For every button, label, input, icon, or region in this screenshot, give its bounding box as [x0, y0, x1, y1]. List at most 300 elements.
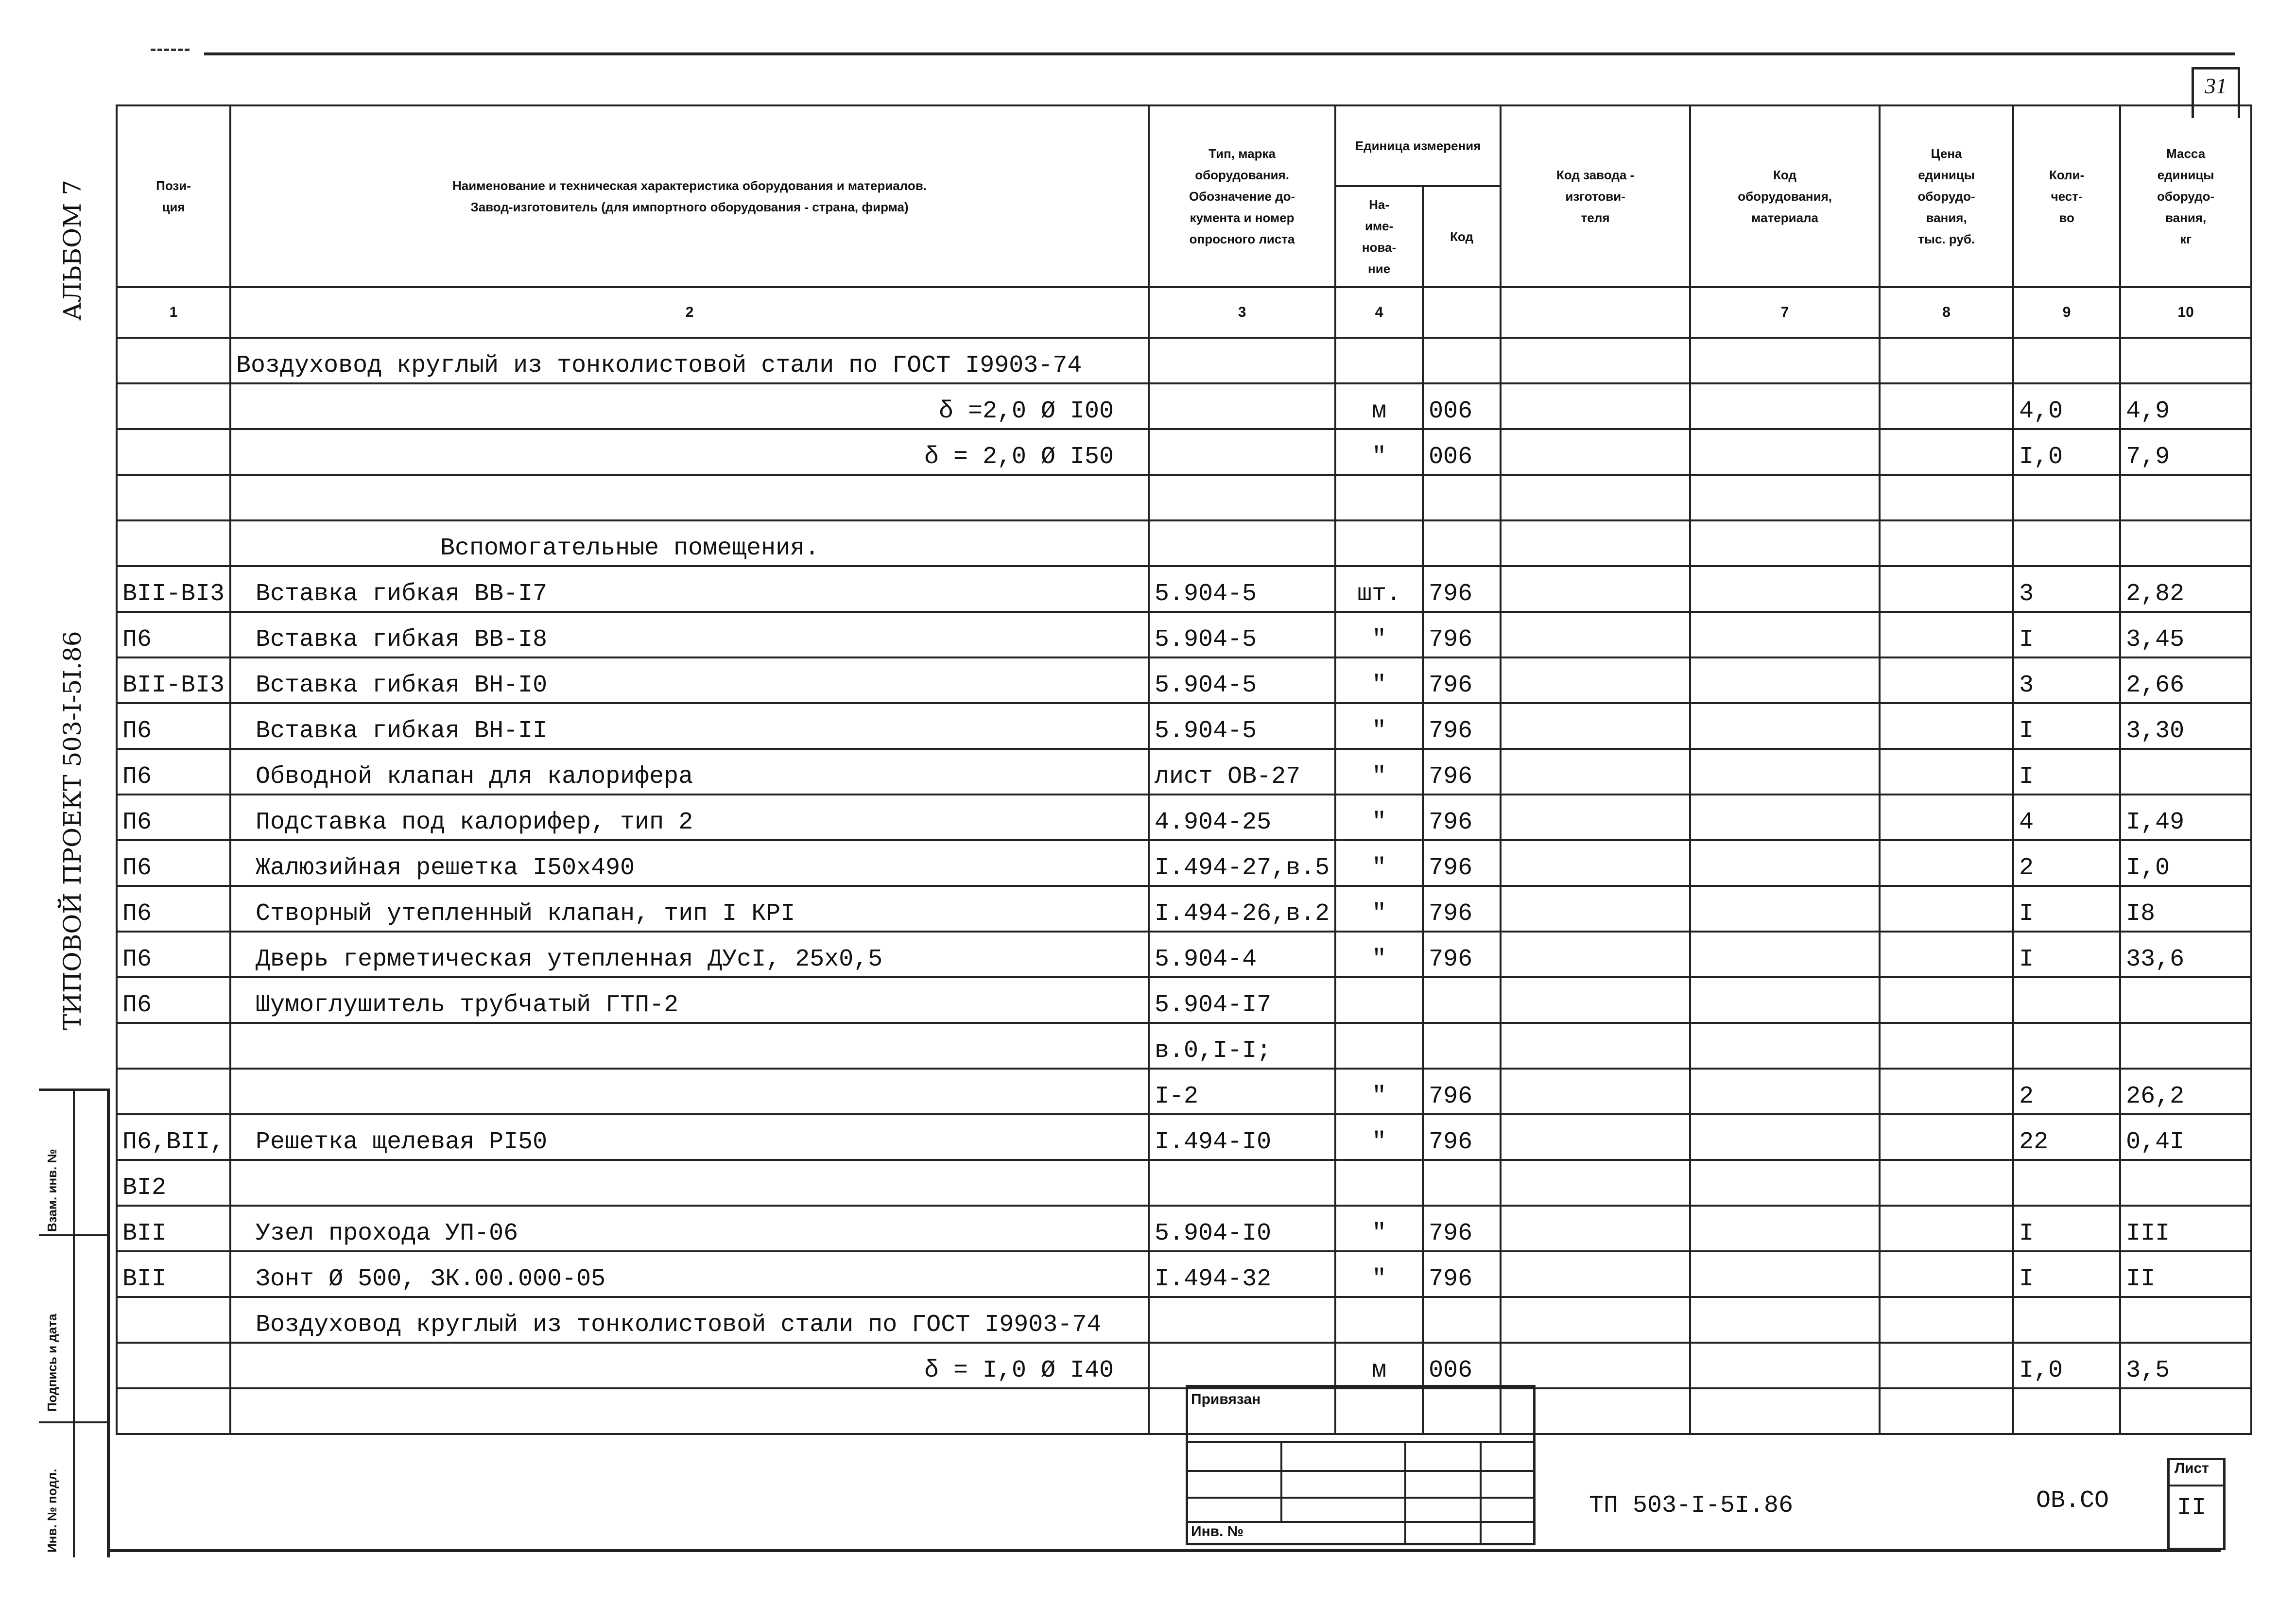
unit-code-cell: 796	[1423, 612, 1501, 657]
name-cell	[230, 429, 1149, 475]
name-cell	[230, 383, 1149, 429]
price-cell	[1880, 383, 2013, 429]
stamp-label-inventory: Инв. № подл.	[45, 1469, 59, 1553]
inventory-label: Инв. №	[1191, 1523, 1244, 1539]
position-cell: BII-BI3	[117, 657, 230, 703]
plant-code-cell	[1501, 566, 1690, 612]
unit-code-cell	[1423, 1023, 1501, 1069]
quantity-cell	[2013, 475, 2120, 520]
position-cell: П6,BII,	[117, 1114, 230, 1160]
plant-code-cell	[1501, 1069, 1690, 1114]
quantity-cell: I	[2013, 932, 2120, 977]
column-number: 2	[230, 287, 1149, 338]
header-plant-code: Код завода - изготови- теля	[1501, 105, 1690, 287]
unit-cell	[1335, 338, 1423, 383]
table-row	[117, 932, 2251, 977]
unit-code-cell: 006	[1423, 429, 1501, 475]
equipment-code-cell	[1690, 932, 1880, 977]
quantity-cell	[2013, 338, 2120, 383]
column-number	[1423, 287, 1501, 338]
name-cell	[230, 475, 1149, 520]
name-cell	[230, 749, 1149, 795]
mass-cell	[2120, 1023, 2251, 1069]
type-cell: 5.904-I0	[1149, 1206, 1335, 1251]
price-cell	[1880, 657, 2013, 703]
type-cell: I.494-26,в.2	[1149, 886, 1335, 932]
name-cell	[230, 657, 1149, 703]
type-cell: лист ОВ-27	[1149, 749, 1335, 795]
mass-cell	[2120, 338, 2251, 383]
name-cell	[230, 1297, 1149, 1343]
position-cell	[117, 1023, 230, 1069]
price-cell	[1880, 429, 2013, 475]
position-cell	[117, 1069, 230, 1114]
type-cell	[1149, 520, 1335, 566]
type-cell	[1149, 475, 1335, 520]
name-cell	[230, 1388, 1149, 1434]
unit-cell: шт.	[1335, 566, 1423, 612]
column-number: 3	[1149, 287, 1335, 338]
name-text: Воздуховод круглый из тонколистовой стали по ГОСТ I9903-74	[236, 352, 1082, 380]
equipment-code-cell	[1690, 886, 1880, 932]
equipment-code-cell	[1690, 383, 1880, 429]
side-stamp	[39, 1089, 110, 1557]
name-cell	[230, 977, 1149, 1023]
name-cell	[230, 338, 1149, 383]
plant-code-cell	[1501, 520, 1690, 566]
type-cell: I.494-27,в.5	[1149, 840, 1335, 886]
position-cell: П6	[117, 703, 230, 749]
price-cell	[1880, 1297, 2013, 1343]
name-text: Зонт Ø 500, ЗК.00.000-05	[256, 1265, 606, 1293]
quantity-cell: I	[2013, 703, 2120, 749]
unit-cell: "	[1335, 1069, 1423, 1114]
type-cell	[1149, 1160, 1335, 1206]
mass-cell: 3,5	[2120, 1343, 2251, 1388]
price-cell	[1880, 566, 2013, 612]
column-number-row	[117, 287, 2251, 338]
price-cell	[1880, 1160, 2013, 1206]
table-row	[117, 1114, 2251, 1160]
equipment-code-cell	[1690, 520, 1880, 566]
stamp-cell-line	[39, 1234, 107, 1236]
type-cell: 5.904-I7	[1149, 977, 1335, 1023]
bound-label: Привязан	[1191, 1391, 1261, 1407]
price-cell	[1880, 1388, 2013, 1434]
name-text: Вспомогательные помещения.	[440, 535, 820, 562]
table-row	[117, 1023, 2251, 1069]
mass-cell: 3,45	[2120, 612, 2251, 657]
position-cell	[117, 520, 230, 566]
column-number: 10	[2120, 287, 2251, 338]
plant-code-cell	[1501, 1160, 1690, 1206]
table-row	[117, 703, 2251, 749]
column-number: 8	[1880, 287, 2013, 338]
name-cell	[230, 566, 1149, 612]
position-cell: П6	[117, 612, 230, 657]
unit-cell	[1335, 1297, 1423, 1343]
unit-cell: "	[1335, 749, 1423, 795]
name-cell	[230, 840, 1149, 886]
quantity-cell	[2013, 1297, 2120, 1343]
plant-code-cell	[1501, 1114, 1690, 1160]
stamp-cell-line	[39, 1421, 107, 1423]
unit-cell: "	[1335, 703, 1423, 749]
name-text: δ = I,0 Ø I40	[924, 1357, 1114, 1384]
unit-code-cell: 796	[1423, 1114, 1501, 1160]
price-cell	[1880, 520, 2013, 566]
mass-cell	[2120, 749, 2251, 795]
type-cell: в.0,I-I;	[1149, 1023, 1335, 1069]
unit-code-cell: 796	[1423, 886, 1501, 932]
unit-code-cell	[1423, 977, 1501, 1023]
header-unit-code: Код	[1423, 186, 1501, 287]
equipment-code-cell	[1690, 429, 1880, 475]
position-cell: П6	[117, 932, 230, 977]
plant-code-cell	[1501, 977, 1690, 1023]
table-body	[117, 338, 2251, 1434]
price-cell	[1880, 1023, 2013, 1069]
equipment-code-cell	[1690, 1297, 1880, 1343]
price-cell	[1880, 612, 2013, 657]
name-text: Шумоглушитель трубчатый ГТП-2	[256, 991, 679, 1019]
name-cell	[230, 932, 1149, 977]
mass-cell	[2120, 520, 2251, 566]
name-text: Решетка щелевая РI50	[256, 1128, 548, 1156]
top-border-line	[204, 52, 2235, 55]
price-cell	[1880, 840, 2013, 886]
plant-code-cell	[1501, 429, 1690, 475]
table-row	[117, 612, 2251, 657]
type-cell: I.494-I0	[1149, 1114, 1335, 1160]
name-text: Вставка гибкая ВВ-I8	[256, 626, 548, 654]
plant-code-cell	[1501, 338, 1690, 383]
title-block-divider	[1280, 1441, 1282, 1521]
table-row	[117, 566, 2251, 612]
position-cell	[117, 383, 230, 429]
name-cell	[230, 886, 1149, 932]
price-cell	[1880, 886, 2013, 932]
mass-cell: 4,9	[2120, 383, 2251, 429]
unit-cell: "	[1335, 429, 1423, 475]
quantity-cell	[2013, 1388, 2120, 1434]
plant-code-cell	[1501, 1251, 1690, 1297]
price-cell	[1880, 475, 2013, 520]
name-text: δ =2,0 Ø I00	[938, 397, 1114, 425]
name-cell	[230, 1251, 1149, 1297]
unit-cell: "	[1335, 932, 1423, 977]
sheet-value: II	[2177, 1494, 2207, 1522]
plant-code-cell	[1501, 383, 1690, 429]
unit-code-cell: 006	[1423, 383, 1501, 429]
name-text: Вставка гибкая ВН-II	[256, 717, 548, 745]
quantity-cell: I	[2013, 749, 2120, 795]
project-code: ТП 503-I-5I.86	[1589, 1492, 1794, 1520]
price-cell	[1880, 1114, 2013, 1160]
position-cell: П6	[117, 749, 230, 795]
mass-cell	[2120, 1160, 2251, 1206]
mass-cell: 33,6	[2120, 932, 2251, 977]
plant-code-cell	[1501, 475, 1690, 520]
price-cell	[1880, 1251, 2013, 1297]
price-cell	[1880, 1206, 2013, 1251]
type-cell	[1149, 338, 1335, 383]
equipment-code-cell	[1690, 657, 1880, 703]
name-cell	[230, 1343, 1149, 1388]
table-row	[117, 475, 2251, 520]
bottom-border-line	[107, 1549, 2221, 1552]
column-number: 7	[1690, 287, 1880, 338]
unit-code-cell: 006	[1423, 1343, 1501, 1388]
plant-code-cell	[1501, 1343, 1690, 1388]
name-text: Створный утепленный клапан, тип I КРI	[256, 900, 795, 928]
name-text: Дверь герметическая утепленная ДУсI, 25x0,5	[256, 946, 883, 973]
header-mass: Масса единицы оборудо- вания, кг	[2120, 105, 2251, 287]
unit-code-cell: 796	[1423, 657, 1501, 703]
header-position: Пози- ция	[117, 105, 230, 287]
header-unit: Единица измерения	[1335, 105, 1501, 186]
equipment-code-cell	[1690, 338, 1880, 383]
equipment-code-cell	[1690, 475, 1880, 520]
unit-code-cell	[1423, 1160, 1501, 1206]
table-row	[117, 977, 2251, 1023]
sheet-label: Лист	[2175, 1460, 2209, 1476]
mass-cell	[2120, 977, 2251, 1023]
plant-code-cell	[1501, 840, 1690, 886]
title-block-stamp	[1186, 1385, 1536, 1545]
table-row	[117, 749, 2251, 795]
plant-code-cell	[1501, 1297, 1690, 1343]
name-text: Подставка под калорифер, тип 2	[256, 809, 693, 836]
stamp-label-signature: Подпись и дата	[45, 1313, 59, 1412]
position-cell	[117, 1343, 230, 1388]
mass-cell	[2120, 1388, 2251, 1434]
mass-cell: I,49	[2120, 795, 2251, 840]
type-cell: 5.904-5	[1149, 612, 1335, 657]
type-cell: 5.904-5	[1149, 703, 1335, 749]
quantity-cell: I	[2013, 1251, 2120, 1297]
price-cell	[1880, 703, 2013, 749]
unit-code-cell: 796	[1423, 1251, 1501, 1297]
name-cell	[230, 612, 1149, 657]
name-cell	[230, 1114, 1149, 1160]
quantity-cell	[2013, 1023, 2120, 1069]
position-cell: BII	[117, 1251, 230, 1297]
unit-cell: "	[1335, 886, 1423, 932]
name-text: Вставка гибкая ВВ-I7	[256, 580, 548, 608]
position-cell	[117, 1297, 230, 1343]
unit-cell: "	[1335, 1206, 1423, 1251]
unit-cell: "	[1335, 1114, 1423, 1160]
equipment-code-cell	[1690, 1251, 1880, 1297]
specification-table	[116, 104, 2252, 1435]
header-name: Наименование и техническая характеристика оборудования и материалов. Завод-изготовитель (для импортного оборудования - страна, фирма)	[230, 105, 1149, 287]
quantity-cell: 3	[2013, 657, 2120, 703]
plant-code-cell	[1501, 612, 1690, 657]
position-cell	[117, 338, 230, 383]
table-row	[117, 429, 2251, 475]
quantity-cell: I,0	[2013, 429, 2120, 475]
equipment-code-cell	[1690, 1023, 1880, 1069]
name-text: δ = 2,0 Ø I50	[924, 443, 1114, 471]
table-row	[117, 383, 2251, 429]
equipment-code-cell	[1690, 1206, 1880, 1251]
table-row	[117, 338, 2251, 383]
stamp-divider	[73, 1091, 75, 1557]
equipment-code-cell	[1690, 749, 1880, 795]
quantity-cell: 22	[2013, 1114, 2120, 1160]
unit-code-cell: 796	[1423, 1069, 1501, 1114]
price-cell	[1880, 977, 2013, 1023]
plant-code-cell	[1501, 1023, 1690, 1069]
side-project-label: ТИПОВОЙ ПРОЕКТ 503-I-5I.86	[58, 631, 86, 1030]
position-cell: П6	[117, 840, 230, 886]
plant-code-cell	[1501, 749, 1690, 795]
mass-cell: 26,2	[2120, 1069, 2251, 1114]
mass-cell: II	[2120, 1251, 2251, 1297]
quantity-cell: I	[2013, 612, 2120, 657]
name-text: Узел прохода УП-06	[256, 1220, 518, 1247]
name-cell	[230, 795, 1149, 840]
price-cell	[1880, 932, 2013, 977]
column-number: 9	[2013, 287, 2120, 338]
price-cell	[1880, 1343, 2013, 1388]
equipment-code-cell	[1690, 612, 1880, 657]
column-number: 1	[117, 287, 230, 338]
mass-cell: 7,9	[2120, 429, 2251, 475]
quantity-cell	[2013, 977, 2120, 1023]
unit-cell: "	[1335, 840, 1423, 886]
plant-code-cell	[1501, 657, 1690, 703]
name-text: Воздуховод круглый из тонколистовой стали по ГОСТ I9903-74	[256, 1311, 1102, 1339]
unit-cell	[1335, 1023, 1423, 1069]
position-cell: BI2	[117, 1160, 230, 1206]
quantity-cell: I	[2013, 886, 2120, 932]
position-cell	[117, 429, 230, 475]
document-mark: ОВ.СО	[2036, 1487, 2109, 1515]
unit-code-cell	[1423, 338, 1501, 383]
type-cell: I-2	[1149, 1069, 1335, 1114]
type-cell: 5.904-5	[1149, 657, 1335, 703]
mass-cell: 2,66	[2120, 657, 2251, 703]
name-cell	[230, 703, 1149, 749]
table-row	[117, 657, 2251, 703]
unit-cell: м	[1335, 1343, 1423, 1388]
position-cell: П6	[117, 977, 230, 1023]
equipment-code-cell	[1690, 1343, 1880, 1388]
type-cell: 5.904-4	[1149, 932, 1335, 977]
quantity-cell	[2013, 520, 2120, 566]
quantity-cell: 2	[2013, 840, 2120, 886]
unit-code-cell	[1423, 520, 1501, 566]
unit-cell: "	[1335, 657, 1423, 703]
column-number: 4	[1335, 287, 1423, 338]
position-cell: П6	[117, 795, 230, 840]
unit-cell	[1335, 475, 1423, 520]
unit-cell	[1335, 977, 1423, 1023]
unit-cell: "	[1335, 1251, 1423, 1297]
plant-code-cell	[1501, 886, 1690, 932]
header-equipment-code: Код оборудования, материала	[1690, 105, 1880, 287]
header-price: Цена единицы оборудо- вания, тыс. руб.	[1880, 105, 2013, 287]
equipment-code-cell	[1690, 840, 1880, 886]
unit-code-cell: 796	[1423, 840, 1501, 886]
table-row	[117, 1388, 2251, 1434]
unit-cell: "	[1335, 795, 1423, 840]
type-cell	[1149, 1343, 1335, 1388]
equipment-code-cell	[1690, 1388, 1880, 1434]
mass-cell	[2120, 475, 2251, 520]
unit-code-cell: 796	[1423, 795, 1501, 840]
name-cell	[230, 1206, 1149, 1251]
unit-cell: "	[1335, 612, 1423, 657]
plant-code-cell	[1501, 932, 1690, 977]
table-row	[117, 520, 2251, 566]
type-cell	[1149, 1297, 1335, 1343]
equipment-code-cell	[1690, 703, 1880, 749]
unit-code-cell	[1423, 1297, 1501, 1343]
quantity-cell: 4,0	[2013, 383, 2120, 429]
mass-cell: I8	[2120, 886, 2251, 932]
equipment-code-cell	[1690, 795, 1880, 840]
unit-code-cell: 796	[1423, 703, 1501, 749]
unit-code-cell: 796	[1423, 749, 1501, 795]
position-cell: BII-BI3	[117, 566, 230, 612]
name-cell	[230, 1023, 1149, 1069]
position-cell: П6	[117, 886, 230, 932]
table-row	[117, 1343, 2251, 1388]
mass-cell: 0,4I	[2120, 1114, 2251, 1160]
position-cell: BII	[117, 1206, 230, 1251]
mass-cell	[2120, 1297, 2251, 1343]
name-text: Вставка гибкая ВН-I0	[256, 672, 548, 699]
type-cell: 4.904-25	[1149, 795, 1335, 840]
name-text: Жалюзийная решетка I50x490	[256, 854, 635, 882]
unit-cell	[1335, 520, 1423, 566]
unit-code-cell	[1423, 475, 1501, 520]
type-cell: 5.904-5	[1149, 566, 1335, 612]
table-row	[117, 1206, 2251, 1251]
quantity-cell: 4	[2013, 795, 2120, 840]
stamp-label-replace: Взам. инв. №	[45, 1149, 59, 1232]
unit-code-cell: 796	[1423, 566, 1501, 612]
equipment-code-cell	[1690, 1160, 1880, 1206]
price-cell	[1880, 1069, 2013, 1114]
table-row	[117, 1160, 2251, 1206]
unit-cell	[1335, 1160, 1423, 1206]
name-cell	[230, 1069, 1149, 1114]
mass-cell: I,0	[2120, 840, 2251, 886]
header-type: Тип, марка оборудования. Обозначение до- кумента и номер опросного листа	[1149, 105, 1335, 287]
column-number	[1501, 287, 1690, 338]
quantity-cell	[2013, 1160, 2120, 1206]
title-block-divider	[1480, 1441, 1482, 1543]
table-row	[117, 795, 2251, 840]
quantity-cell: 3	[2013, 566, 2120, 612]
top-dash-mark	[151, 49, 190, 51]
price-cell	[1880, 338, 2013, 383]
unit-code-cell: 796	[1423, 1206, 1501, 1251]
plant-code-cell	[1501, 795, 1690, 840]
name-cell	[230, 520, 1149, 566]
sheet-box-line	[2170, 1485, 2223, 1486]
quantity-cell: I	[2013, 1206, 2120, 1251]
name-cell	[230, 1160, 1149, 1206]
table-row	[117, 840, 2251, 886]
table-row	[117, 886, 2251, 932]
equipment-code-cell	[1690, 1069, 1880, 1114]
table-row	[117, 1251, 2251, 1297]
